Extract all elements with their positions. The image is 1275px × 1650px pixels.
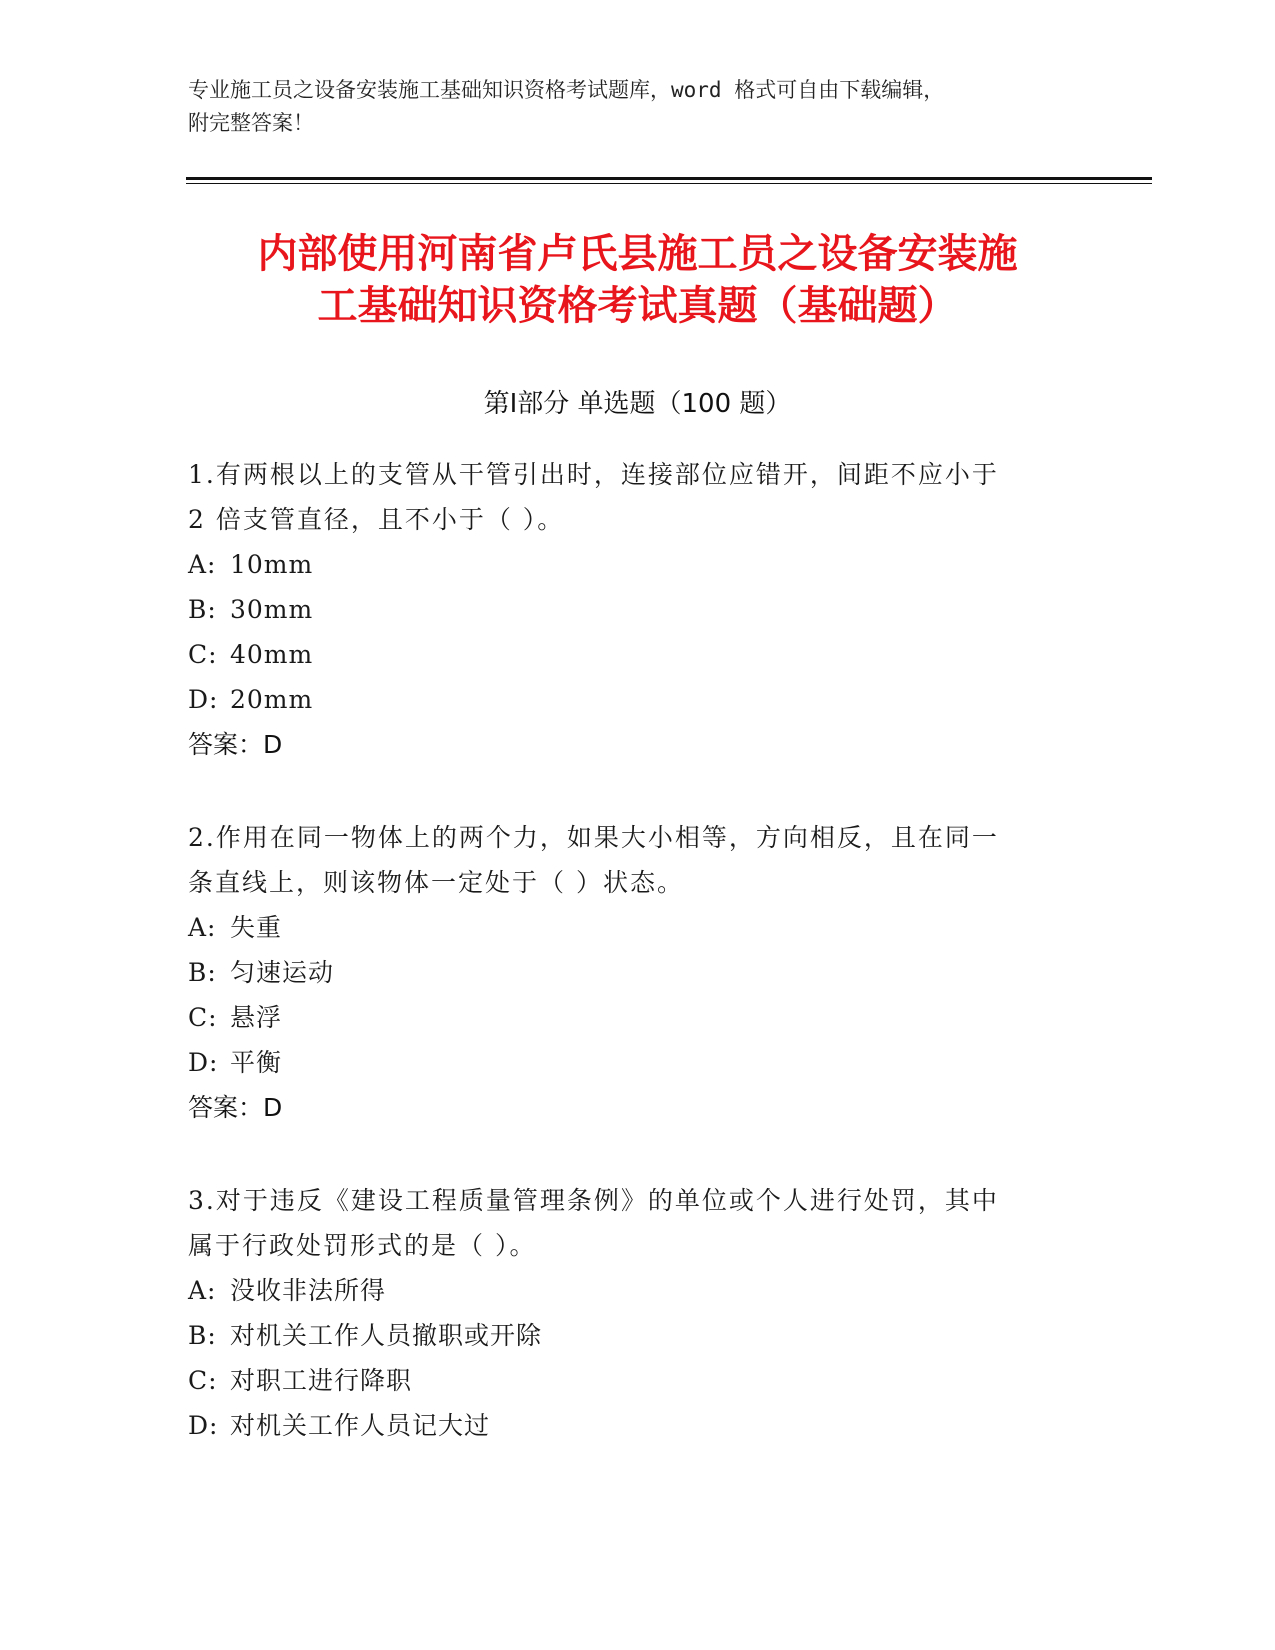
option-c bbox=[188, 995, 1068, 1040]
document-title bbox=[150, 228, 1125, 332]
option-text: 20mm bbox=[230, 685, 314, 714]
option-c bbox=[188, 1358, 1068, 1403]
option-key: A: bbox=[188, 913, 217, 942]
option-key: C: bbox=[188, 1003, 218, 1032]
document-title-line-2: 工基础知识资格考试真题（基础题） bbox=[317, 283, 958, 329]
option-text: 30mm bbox=[230, 595, 314, 624]
option-text: 10mm bbox=[230, 550, 314, 579]
option-key: A: bbox=[188, 1276, 217, 1305]
question-stem-line-2: 属于行政处罚形式的是（ ）。 bbox=[188, 1231, 537, 1260]
option-text: 悬浮 bbox=[230, 1003, 283, 1032]
option-a bbox=[188, 1268, 1068, 1313]
header-rule-thick bbox=[186, 177, 1152, 180]
option-key: A: bbox=[188, 550, 217, 579]
question-3 bbox=[188, 1178, 1068, 1448]
option-key: D: bbox=[188, 1048, 219, 1077]
header-note-line-1: 专业施工员之设备安装施工基础知识资格考试题库，word 格式可自由下载编辑， bbox=[188, 78, 945, 102]
option-c bbox=[188, 632, 1068, 677]
option-text: 平衡 bbox=[230, 1048, 283, 1077]
answer-line: 答案：D bbox=[188, 730, 283, 759]
option-text: 对职工进行降职 bbox=[230, 1366, 413, 1395]
option-text: 对机关工作人员记大过 bbox=[230, 1411, 491, 1440]
option-key: B: bbox=[188, 1321, 217, 1350]
question-stem-line-2: 2 倍支管直径，且不小于（ ）。 bbox=[188, 505, 565, 534]
option-text: 匀速运动 bbox=[230, 958, 335, 987]
option-d bbox=[188, 677, 1068, 722]
question-stem-line-1: 3.对于违反《建设工程质量管理条例》的单位或个人进行处罚，其中 bbox=[188, 1186, 999, 1215]
option-key: C: bbox=[188, 1366, 218, 1395]
option-key: B: bbox=[188, 595, 217, 624]
option-text: 40mm bbox=[230, 640, 314, 669]
question-2 bbox=[188, 815, 1068, 1130]
option-key: C: bbox=[188, 640, 218, 669]
header-rule-thin bbox=[186, 183, 1152, 184]
option-a bbox=[188, 542, 1068, 587]
option-b bbox=[188, 950, 1068, 995]
option-text: 没收非法所得 bbox=[230, 1276, 387, 1305]
option-text: 失重 bbox=[230, 913, 283, 942]
answer-line: 答案：D bbox=[188, 1093, 283, 1122]
section-title: 第Ⅰ部分 单选题（100 题） bbox=[483, 389, 792, 419]
header-note-line-2: 附完整答案！ bbox=[188, 111, 314, 135]
option-a bbox=[188, 905, 1068, 950]
document-title-line-1: 内部使用河南省卢氏县施工员之设备安装施 bbox=[257, 231, 1018, 277]
option-b bbox=[188, 587, 1068, 632]
option-key: B: bbox=[188, 958, 217, 987]
option-d bbox=[188, 1040, 1068, 1085]
question-stem-line-1: 2.作用在同一物体上的两个力，如果大小相等，方向相反，且在同一 bbox=[188, 823, 999, 852]
question-stem-line-2: 条直线上，则该物体一定处于（ ）状态。 bbox=[188, 868, 684, 897]
option-d bbox=[188, 1403, 1068, 1448]
option-b bbox=[188, 1313, 1068, 1358]
question-1 bbox=[188, 452, 1068, 767]
option-key: D: bbox=[188, 1411, 219, 1440]
question-stem-line-1: 1.有两根以上的支管从干管引出时，连接部位应错开，间距不应小于 bbox=[188, 460, 999, 489]
option-text: 对机关工作人员撤职或开除 bbox=[230, 1321, 543, 1350]
header-note bbox=[188, 74, 1068, 140]
option-key: D: bbox=[188, 685, 219, 714]
